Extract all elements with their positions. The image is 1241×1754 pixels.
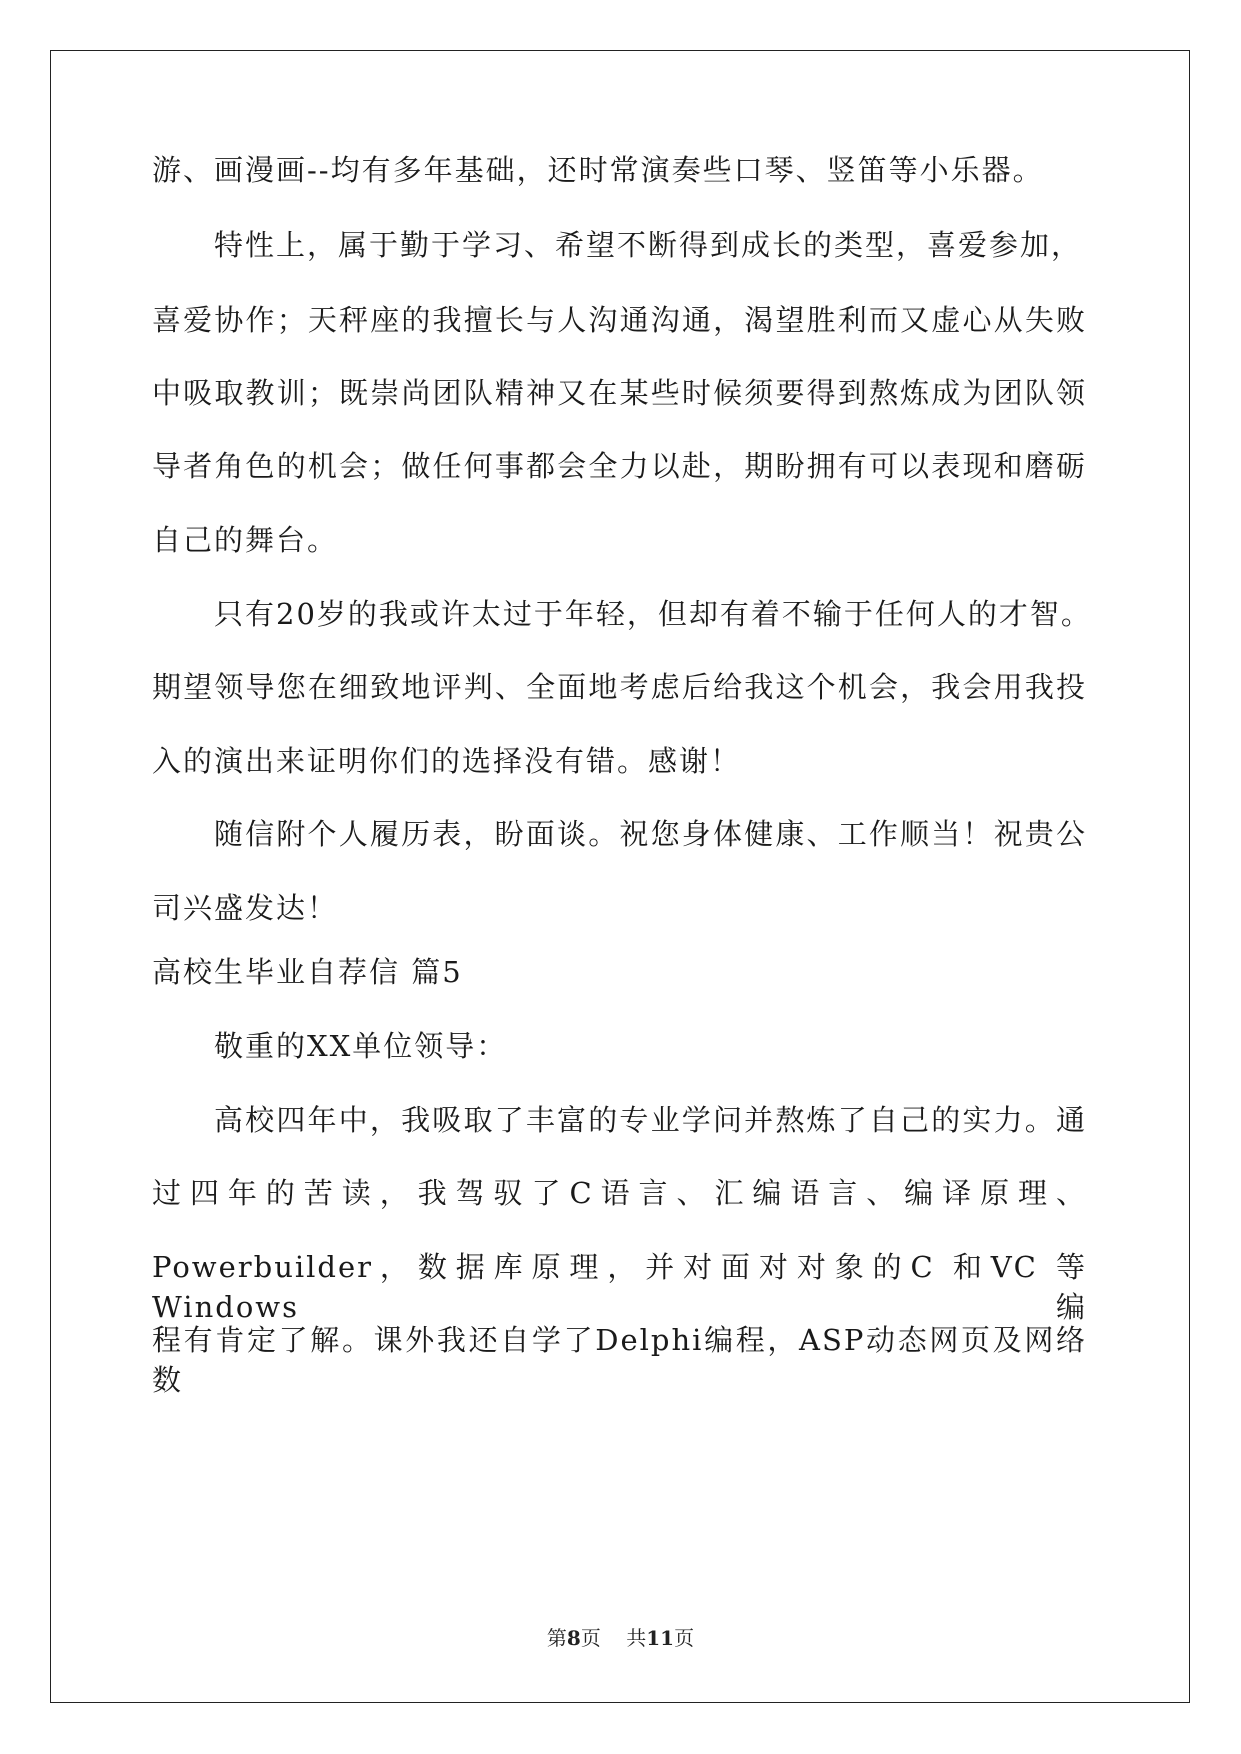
page-border: [50, 50, 1190, 1703]
paragraph-line-15: 过四年的苦读，我驾驭了C语言、汇编语言、编译原理、: [152, 1176, 1087, 1210]
paragraph-line-3: 喜爱协作；天秤座的我擅长与人沟通沟通，渴望胜利而又虚心从失败: [152, 303, 1087, 337]
paragraph-line-2: 特性上，属于勤于学习、希望不断得到成长的类型，喜爱参加，: [214, 228, 1083, 262]
page-suffix: 页: [580, 1626, 601, 1650]
paragraph-line-7: 只有20岁的我或许太过于年轻，但却有着不输于任何人的才智。: [214, 597, 1092, 631]
paragraph-line-11: 司兴盛发达！: [152, 891, 339, 925]
total-prefix: 共: [626, 1626, 647, 1650]
paragraph-line-10: 随信附个人履历表，盼面谈。祝您身体健康、工作顺当！祝贵公: [214, 817, 1087, 851]
section-heading: 高校生毕业自荐信 篇5: [152, 955, 463, 989]
page-prefix: 第: [546, 1626, 567, 1650]
salutation: 敬重的XX单位领导：: [214, 1029, 508, 1063]
paragraph-line-17: 程有肯定了解。课外我还自学了Delphi编程，ASP动态网页及网络数: [152, 1323, 1087, 1397]
paragraph-line-9: 入的演出来证明你们的选择没有错。感谢！: [152, 744, 742, 778]
paragraph-line-6: 自己的舞台。: [152, 523, 339, 557]
body-line-1: 游、画漫画--均有多年基础，还时常演奏些口琴、竖笛等小乐器。: [152, 153, 1044, 187]
paragraph-line-14: 高校四年中，我吸取了丰富的专业学问并熬炼了自己的实力。通: [214, 1103, 1087, 1137]
current-page-number: 8: [566, 1626, 581, 1650]
paragraph-line-4: 中吸取教训；既崇尚团队精神又在某些时候须要得到熬炼成为团队领: [152, 376, 1087, 410]
total-page-number: 11: [646, 1626, 675, 1650]
total-suffix: 页: [674, 1626, 695, 1650]
page-footer: [0, 1626, 1241, 1650]
paragraph-line-5: 导者角色的机会；做任何事都会全力以赴，期盼拥有可以表现和磨砺: [152, 449, 1087, 483]
paragraph-line-8: 期望领导您在细致地评判、全面地考虑后给我这个机会，我会用我投: [152, 670, 1087, 704]
paragraph-line-16: Powerbuilder，数据库原理，并对面对对象的C 和VC 等Windows编: [152, 1250, 1087, 1324]
